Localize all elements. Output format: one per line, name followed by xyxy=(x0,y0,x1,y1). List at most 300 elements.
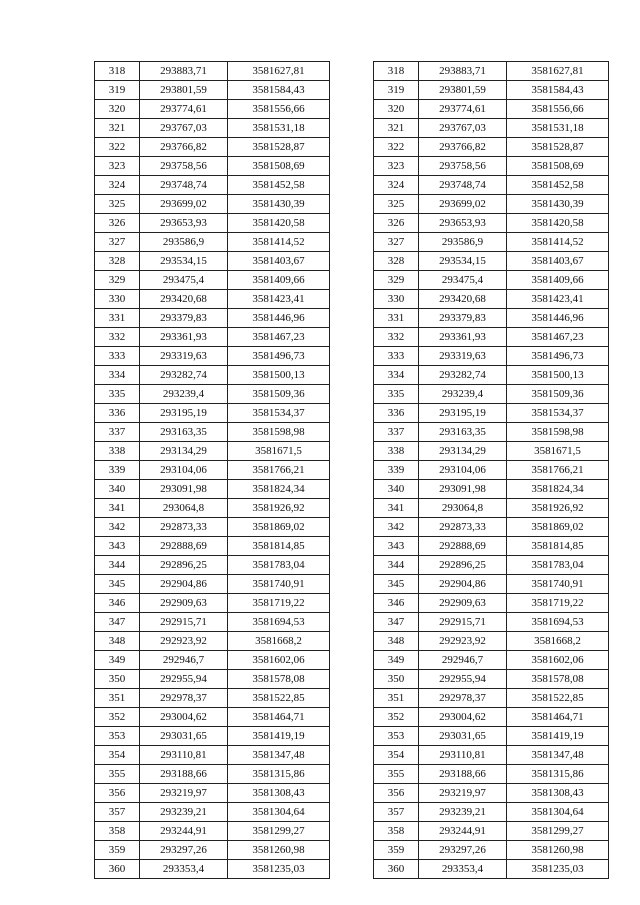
table-row xyxy=(374,822,609,841)
y-coordinate-cell: 3581260,98 xyxy=(228,841,330,860)
y-coordinate-cell: 3581926,92 xyxy=(507,499,609,518)
point-number-cell: 323 xyxy=(95,157,140,176)
table-row xyxy=(95,860,330,879)
x-coordinate-cell: 293758,56 xyxy=(140,157,228,176)
x-coordinate-cell: 293319,63 xyxy=(419,347,507,366)
y-coordinate-cell: 3581627,81 xyxy=(507,62,609,81)
point-number-cell: 351 xyxy=(95,689,140,708)
y-coordinate-cell: 3581584,43 xyxy=(228,81,330,100)
point-number-cell: 342 xyxy=(95,518,140,537)
point-number-cell: 345 xyxy=(95,575,140,594)
x-coordinate-cell: 293586,9 xyxy=(140,233,228,252)
x-coordinate-cell: 293297,26 xyxy=(419,841,507,860)
y-coordinate-cell: 3581584,43 xyxy=(507,81,609,100)
point-number-cell: 350 xyxy=(374,670,419,689)
table-row xyxy=(374,461,609,480)
y-coordinate-cell: 3581671,5 xyxy=(228,442,330,461)
y-coordinate-cell: 3581598,98 xyxy=(507,423,609,442)
y-coordinate-cell: 3581671,5 xyxy=(507,442,609,461)
table-row xyxy=(374,537,609,556)
point-number-cell: 357 xyxy=(374,803,419,822)
x-coordinate-cell: 293282,74 xyxy=(140,366,228,385)
x-coordinate-cell: 292904,86 xyxy=(140,575,228,594)
y-coordinate-cell: 3581528,87 xyxy=(507,138,609,157)
x-coordinate-cell: 293801,59 xyxy=(140,81,228,100)
table-row xyxy=(374,518,609,537)
y-coordinate-cell: 3581315,86 xyxy=(228,765,330,784)
point-number-cell: 349 xyxy=(374,651,419,670)
y-coordinate-cell: 3581430,39 xyxy=(228,195,330,214)
table-row xyxy=(374,328,609,347)
table-row xyxy=(95,119,330,138)
y-coordinate-cell: 3581496,73 xyxy=(507,347,609,366)
table-row xyxy=(95,252,330,271)
y-coordinate-cell: 3581496,73 xyxy=(228,347,330,366)
y-coordinate-cell: 3581534,37 xyxy=(228,404,330,423)
point-number-cell: 326 xyxy=(95,214,140,233)
y-coordinate-cell: 3581347,48 xyxy=(507,746,609,765)
point-number-cell: 358 xyxy=(95,822,140,841)
x-coordinate-cell: 293361,93 xyxy=(419,328,507,347)
x-coordinate-cell: 293475,4 xyxy=(140,271,228,290)
y-coordinate-cell: 3581824,34 xyxy=(507,480,609,499)
point-number-cell: 333 xyxy=(374,347,419,366)
table-row xyxy=(95,822,330,841)
point-number-cell: 354 xyxy=(374,746,419,765)
x-coordinate-cell: 293163,35 xyxy=(140,423,228,442)
x-coordinate-cell: 293534,15 xyxy=(140,252,228,271)
table-row xyxy=(95,499,330,518)
y-coordinate-cell: 3581869,02 xyxy=(228,518,330,537)
table-row xyxy=(374,480,609,499)
point-number-cell: 337 xyxy=(95,423,140,442)
table-row xyxy=(95,176,330,195)
point-number-cell: 328 xyxy=(374,252,419,271)
x-coordinate-cell: 292946,7 xyxy=(419,651,507,670)
y-coordinate-cell: 3581308,43 xyxy=(507,784,609,803)
point-number-cell: 321 xyxy=(374,119,419,138)
table-row xyxy=(374,195,609,214)
y-coordinate-cell: 3581556,66 xyxy=(507,100,609,119)
x-coordinate-cell: 292873,33 xyxy=(140,518,228,537)
table-row xyxy=(95,404,330,423)
x-coordinate-cell: 293091,98 xyxy=(140,480,228,499)
point-number-cell: 329 xyxy=(95,271,140,290)
table-row xyxy=(95,613,330,632)
y-coordinate-cell: 3581315,86 xyxy=(507,765,609,784)
point-number-cell: 324 xyxy=(95,176,140,195)
x-coordinate-cell: 292909,63 xyxy=(140,594,228,613)
y-coordinate-cell: 3581420,58 xyxy=(507,214,609,233)
y-coordinate-cell: 3581467,23 xyxy=(228,328,330,347)
x-coordinate-cell: 293064,8 xyxy=(140,499,228,518)
y-coordinate-cell: 3581508,69 xyxy=(228,157,330,176)
x-coordinate-cell: 293239,21 xyxy=(419,803,507,822)
point-number-cell: 342 xyxy=(374,518,419,537)
x-coordinate-cell: 293534,15 xyxy=(419,252,507,271)
y-coordinate-cell: 3581869,02 xyxy=(507,518,609,537)
y-coordinate-cell: 3581423,41 xyxy=(228,290,330,309)
table-row xyxy=(374,309,609,328)
y-coordinate-cell: 3581719,22 xyxy=(228,594,330,613)
x-coordinate-cell: 293774,61 xyxy=(419,100,507,119)
x-coordinate-cell: 292946,7 xyxy=(140,651,228,670)
y-coordinate-cell: 3581304,64 xyxy=(228,803,330,822)
point-number-cell: 318 xyxy=(374,62,419,81)
x-coordinate-cell: 293110,81 xyxy=(419,746,507,765)
table-row xyxy=(95,765,330,784)
x-coordinate-cell: 293801,59 xyxy=(419,81,507,100)
point-number-cell: 350 xyxy=(95,670,140,689)
y-coordinate-cell: 3581464,71 xyxy=(507,708,609,727)
point-number-cell: 359 xyxy=(374,841,419,860)
y-coordinate-cell: 3581464,71 xyxy=(228,708,330,727)
point-number-cell: 352 xyxy=(374,708,419,727)
point-number-cell: 337 xyxy=(374,423,419,442)
x-coordinate-cell: 292896,25 xyxy=(140,556,228,575)
y-coordinate-cell: 3581926,92 xyxy=(228,499,330,518)
x-coordinate-cell: 293699,02 xyxy=(419,195,507,214)
table-row xyxy=(95,803,330,822)
point-number-cell: 357 xyxy=(95,803,140,822)
point-number-cell: 324 xyxy=(374,176,419,195)
table-row xyxy=(374,214,609,233)
table-row xyxy=(374,594,609,613)
point-number-cell: 339 xyxy=(95,461,140,480)
y-coordinate-cell: 3581627,81 xyxy=(228,62,330,81)
x-coordinate-cell: 293767,03 xyxy=(419,119,507,138)
table-row xyxy=(374,138,609,157)
y-coordinate-cell: 3581509,36 xyxy=(507,385,609,404)
x-coordinate-cell: 293244,91 xyxy=(140,822,228,841)
point-number-cell: 334 xyxy=(95,366,140,385)
table-row xyxy=(374,442,609,461)
y-coordinate-cell: 3581452,58 xyxy=(228,176,330,195)
x-coordinate-cell: 293883,71 xyxy=(419,62,507,81)
table-row xyxy=(374,689,609,708)
point-number-cell: 341 xyxy=(374,499,419,518)
y-coordinate-cell: 3581403,67 xyxy=(507,252,609,271)
y-coordinate-cell: 3581522,85 xyxy=(507,689,609,708)
y-coordinate-cell: 3581783,04 xyxy=(507,556,609,575)
point-number-cell: 336 xyxy=(95,404,140,423)
table-row xyxy=(374,651,609,670)
x-coordinate-cell: 292915,71 xyxy=(140,613,228,632)
point-number-cell: 352 xyxy=(95,708,140,727)
table-row xyxy=(95,708,330,727)
y-coordinate-cell: 3581694,53 xyxy=(228,613,330,632)
y-coordinate-cell: 3581824,34 xyxy=(228,480,330,499)
point-number-cell: 338 xyxy=(374,442,419,461)
table-row xyxy=(95,689,330,708)
x-coordinate-cell: 293420,68 xyxy=(419,290,507,309)
table-row xyxy=(374,404,609,423)
point-number-cell: 349 xyxy=(95,651,140,670)
point-number-cell: 331 xyxy=(95,309,140,328)
point-number-cell: 327 xyxy=(374,233,419,252)
y-coordinate-cell: 3581814,85 xyxy=(228,537,330,556)
point-number-cell: 348 xyxy=(374,632,419,651)
y-coordinate-cell: 3581740,91 xyxy=(507,575,609,594)
y-coordinate-cell: 3581508,69 xyxy=(507,157,609,176)
x-coordinate-cell: 293297,26 xyxy=(140,841,228,860)
y-coordinate-cell: 3581235,03 xyxy=(228,860,330,879)
table-row xyxy=(374,841,609,860)
point-number-cell: 359 xyxy=(95,841,140,860)
table-row xyxy=(95,537,330,556)
x-coordinate-cell: 293239,4 xyxy=(419,385,507,404)
table-row xyxy=(95,632,330,651)
x-coordinate-cell: 292873,33 xyxy=(419,518,507,537)
y-coordinate-cell: 3581528,87 xyxy=(228,138,330,157)
y-coordinate-cell: 3581814,85 xyxy=(507,537,609,556)
table-row xyxy=(95,594,330,613)
x-coordinate-cell: 293379,83 xyxy=(140,309,228,328)
x-coordinate-cell: 292923,92 xyxy=(140,632,228,651)
y-coordinate-cell: 3581423,41 xyxy=(507,290,609,309)
coordinates-table-left xyxy=(94,61,330,879)
point-number-cell: 321 xyxy=(95,119,140,138)
x-coordinate-cell: 292888,69 xyxy=(140,537,228,556)
y-coordinate-cell: 3581403,67 xyxy=(228,252,330,271)
table-row xyxy=(374,575,609,594)
point-number-cell: 358 xyxy=(374,822,419,841)
point-number-cell: 332 xyxy=(95,328,140,347)
x-coordinate-cell: 293163,35 xyxy=(419,423,507,442)
table-row xyxy=(95,841,330,860)
x-coordinate-cell: 292978,37 xyxy=(140,689,228,708)
table-row xyxy=(374,62,609,81)
y-coordinate-cell: 3581531,18 xyxy=(507,119,609,138)
point-number-cell: 331 xyxy=(374,309,419,328)
x-coordinate-cell: 293699,02 xyxy=(140,195,228,214)
table-row xyxy=(374,556,609,575)
point-number-cell: 330 xyxy=(95,290,140,309)
x-coordinate-cell: 293586,9 xyxy=(419,233,507,252)
point-number-cell: 319 xyxy=(374,81,419,100)
table-row xyxy=(95,670,330,689)
table-row xyxy=(95,480,330,499)
point-number-cell: 335 xyxy=(95,385,140,404)
x-coordinate-cell: 293353,4 xyxy=(140,860,228,879)
table-row xyxy=(374,765,609,784)
point-number-cell: 325 xyxy=(374,195,419,214)
point-number-cell: 353 xyxy=(374,727,419,746)
table-row xyxy=(374,347,609,366)
table-row xyxy=(374,252,609,271)
point-number-cell: 329 xyxy=(374,271,419,290)
y-coordinate-cell: 3581766,21 xyxy=(228,461,330,480)
x-coordinate-cell: 293219,97 xyxy=(140,784,228,803)
x-coordinate-cell: 293766,82 xyxy=(419,138,507,157)
y-coordinate-cell: 3581308,43 xyxy=(228,784,330,803)
y-coordinate-cell: 3581430,39 xyxy=(507,195,609,214)
point-number-cell: 334 xyxy=(374,366,419,385)
point-number-cell: 347 xyxy=(374,613,419,632)
table-row xyxy=(95,442,330,461)
point-number-cell: 344 xyxy=(95,556,140,575)
table-row xyxy=(95,518,330,537)
x-coordinate-cell: 293653,93 xyxy=(140,214,228,233)
y-coordinate-cell: 3581420,58 xyxy=(228,214,330,233)
table-row xyxy=(95,727,330,746)
x-coordinate-cell: 292955,94 xyxy=(419,670,507,689)
point-number-cell: 360 xyxy=(374,860,419,879)
y-coordinate-cell: 3581783,04 xyxy=(228,556,330,575)
x-coordinate-cell: 292978,37 xyxy=(419,689,507,708)
table-row xyxy=(95,233,330,252)
point-number-cell: 356 xyxy=(374,784,419,803)
table-row xyxy=(95,575,330,594)
x-coordinate-cell: 293064,8 xyxy=(419,499,507,518)
table-row xyxy=(374,366,609,385)
x-coordinate-cell: 293195,19 xyxy=(140,404,228,423)
table-row xyxy=(95,81,330,100)
point-number-cell: 320 xyxy=(374,100,419,119)
table-row xyxy=(95,214,330,233)
y-coordinate-cell: 3581414,52 xyxy=(507,233,609,252)
x-coordinate-cell: 292955,94 xyxy=(140,670,228,689)
table-row xyxy=(374,157,609,176)
table-row xyxy=(374,271,609,290)
point-number-cell: 339 xyxy=(374,461,419,480)
y-coordinate-cell: 3581602,06 xyxy=(507,651,609,670)
y-coordinate-cell: 3581299,27 xyxy=(228,822,330,841)
x-coordinate-cell: 293110,81 xyxy=(140,746,228,765)
x-coordinate-cell: 293748,74 xyxy=(140,176,228,195)
table-row xyxy=(374,746,609,765)
table-row xyxy=(374,670,609,689)
x-coordinate-cell: 293188,66 xyxy=(419,765,507,784)
table-body-left xyxy=(95,62,330,879)
x-coordinate-cell: 293104,06 xyxy=(419,461,507,480)
point-number-cell: 354 xyxy=(95,746,140,765)
table-row xyxy=(374,499,609,518)
x-coordinate-cell: 293883,71 xyxy=(140,62,228,81)
x-coordinate-cell: 293091,98 xyxy=(419,480,507,499)
y-coordinate-cell: 3581578,08 xyxy=(228,670,330,689)
table-row xyxy=(374,727,609,746)
point-number-cell: 328 xyxy=(95,252,140,271)
point-number-cell: 351 xyxy=(374,689,419,708)
point-number-cell: 322 xyxy=(95,138,140,157)
table-row xyxy=(374,423,609,442)
y-coordinate-cell: 3581719,22 xyxy=(507,594,609,613)
point-number-cell: 326 xyxy=(374,214,419,233)
x-coordinate-cell: 292896,25 xyxy=(419,556,507,575)
table-row xyxy=(95,157,330,176)
y-coordinate-cell: 3581446,96 xyxy=(507,309,609,328)
point-number-cell: 348 xyxy=(95,632,140,651)
point-number-cell: 338 xyxy=(95,442,140,461)
table-row xyxy=(95,271,330,290)
point-number-cell: 356 xyxy=(95,784,140,803)
table-row xyxy=(95,385,330,404)
point-number-cell: 333 xyxy=(95,347,140,366)
y-coordinate-cell: 3581235,03 xyxy=(507,860,609,879)
table-row xyxy=(374,233,609,252)
x-coordinate-cell: 293475,4 xyxy=(419,271,507,290)
x-coordinate-cell: 293653,93 xyxy=(419,214,507,233)
x-coordinate-cell: 293004,62 xyxy=(419,708,507,727)
x-coordinate-cell: 293104,06 xyxy=(140,461,228,480)
point-number-cell: 355 xyxy=(374,765,419,784)
y-coordinate-cell: 3581766,21 xyxy=(507,461,609,480)
x-coordinate-cell: 293282,74 xyxy=(419,366,507,385)
y-coordinate-cell: 3581409,66 xyxy=(228,271,330,290)
point-number-cell: 325 xyxy=(95,195,140,214)
x-coordinate-cell: 293319,63 xyxy=(140,347,228,366)
table-row xyxy=(374,119,609,138)
table-row xyxy=(95,62,330,81)
table-row xyxy=(95,423,330,442)
y-coordinate-cell: 3581260,98 xyxy=(507,841,609,860)
y-coordinate-cell: 3581452,58 xyxy=(507,176,609,195)
point-number-cell: 335 xyxy=(374,385,419,404)
table-row xyxy=(374,632,609,651)
point-number-cell: 336 xyxy=(374,404,419,423)
x-coordinate-cell: 293134,29 xyxy=(140,442,228,461)
y-coordinate-cell: 3581602,06 xyxy=(228,651,330,670)
point-number-cell: 353 xyxy=(95,727,140,746)
table-row xyxy=(374,176,609,195)
x-coordinate-cell: 293195,19 xyxy=(419,404,507,423)
table-row xyxy=(95,309,330,328)
x-coordinate-cell: 293361,93 xyxy=(140,328,228,347)
point-number-cell: 343 xyxy=(95,537,140,556)
x-coordinate-cell: 293239,4 xyxy=(140,385,228,404)
point-number-cell: 346 xyxy=(374,594,419,613)
x-coordinate-cell: 292923,92 xyxy=(419,632,507,651)
y-coordinate-cell: 3581740,91 xyxy=(228,575,330,594)
point-number-cell: 355 xyxy=(95,765,140,784)
point-number-cell: 323 xyxy=(374,157,419,176)
x-coordinate-cell: 293758,56 xyxy=(419,157,507,176)
point-number-cell: 343 xyxy=(374,537,419,556)
y-coordinate-cell: 3581446,96 xyxy=(228,309,330,328)
point-number-cell: 318 xyxy=(95,62,140,81)
table-row xyxy=(374,81,609,100)
table-row xyxy=(374,385,609,404)
table-body-right xyxy=(374,62,609,879)
x-coordinate-cell: 293219,97 xyxy=(419,784,507,803)
point-number-cell: 322 xyxy=(374,138,419,157)
y-coordinate-cell: 3581419,19 xyxy=(507,727,609,746)
table-row xyxy=(95,366,330,385)
point-number-cell: 340 xyxy=(374,480,419,499)
y-coordinate-cell: 3581534,37 xyxy=(507,404,609,423)
table-row xyxy=(374,100,609,119)
x-coordinate-cell: 293353,4 xyxy=(419,860,507,879)
x-coordinate-cell: 292904,86 xyxy=(419,575,507,594)
table-row xyxy=(95,651,330,670)
x-coordinate-cell: 293766,82 xyxy=(140,138,228,157)
table-row xyxy=(374,613,609,632)
table-row xyxy=(95,100,330,119)
y-coordinate-cell: 3581414,52 xyxy=(228,233,330,252)
x-coordinate-cell: 293239,21 xyxy=(140,803,228,822)
y-coordinate-cell: 3581668,2 xyxy=(228,632,330,651)
x-coordinate-cell: 292888,69 xyxy=(419,537,507,556)
point-number-cell: 341 xyxy=(95,499,140,518)
x-coordinate-cell: 292909,63 xyxy=(419,594,507,613)
y-coordinate-cell: 3581509,36 xyxy=(228,385,330,404)
y-coordinate-cell: 3581419,19 xyxy=(228,727,330,746)
point-number-cell: 327 xyxy=(95,233,140,252)
point-number-cell: 347 xyxy=(95,613,140,632)
y-coordinate-cell: 3581409,66 xyxy=(507,271,609,290)
table-row xyxy=(374,860,609,879)
